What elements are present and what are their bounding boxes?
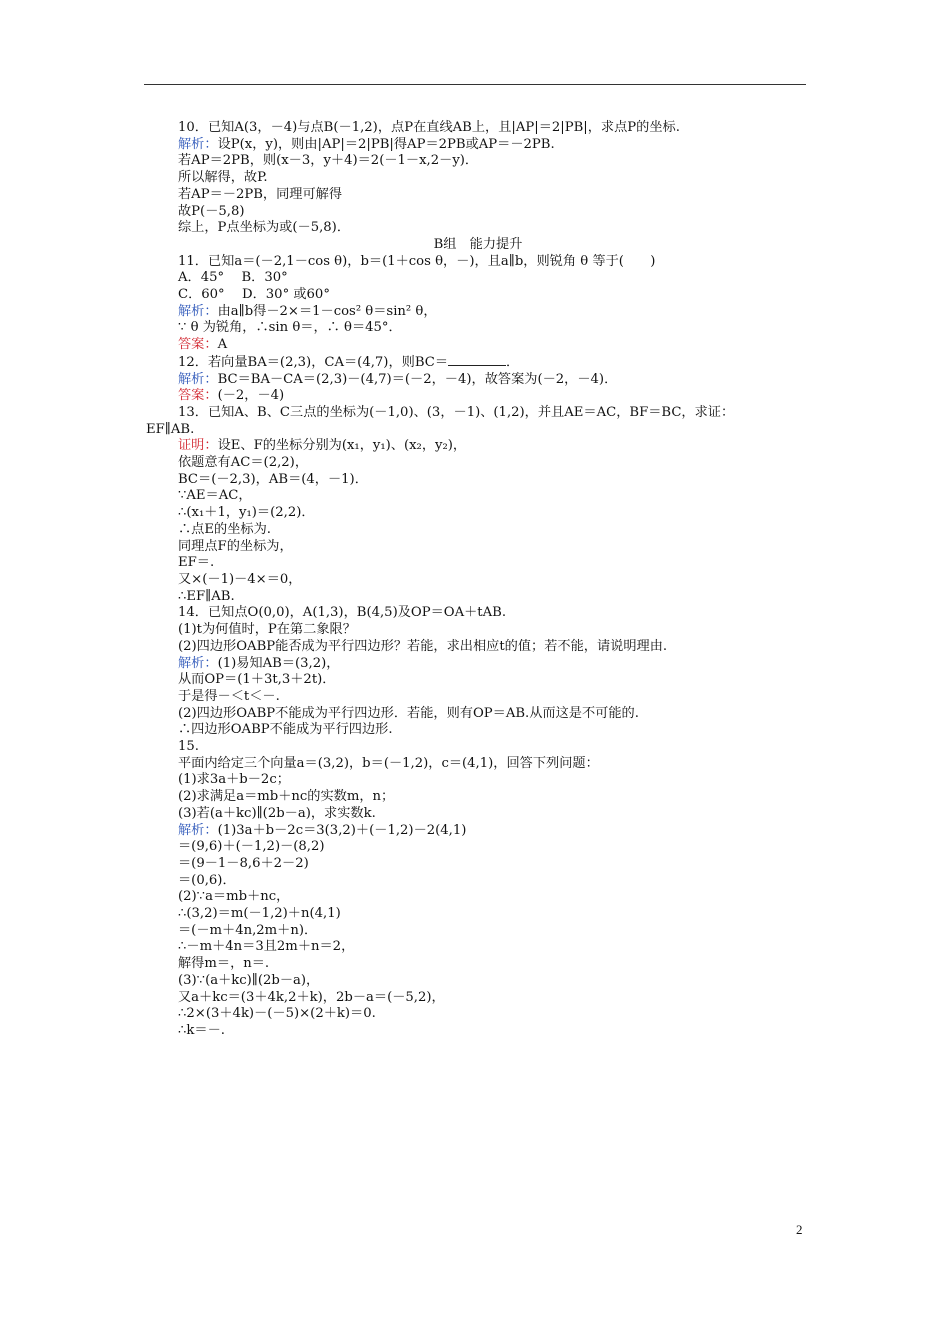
line-text: 综上，P点坐标为或(－5,8)． bbox=[178, 220, 351, 236]
line-text: ∵AE＝AC， bbox=[178, 488, 252, 504]
line-text: BC＝(－2,3)，AB＝(4，－1)． bbox=[178, 471, 368, 487]
line-text: ∴EF∥AB. bbox=[178, 588, 235, 604]
text-line bbox=[146, 304, 810, 321]
line-text: 13．已知A、B、C三点的坐标为(－1,0)、(3，－1)、(1,2)，并且AE＝AC，BF＝BC，求证： bbox=[178, 404, 735, 420]
answer-label: 答案： bbox=[178, 337, 218, 353]
text-line bbox=[146, 137, 810, 154]
text-line bbox=[146, 204, 810, 221]
line-text: ∵ θ 为锐角，∴sin θ＝，∴ θ＝45°． bbox=[178, 320, 402, 336]
text-line bbox=[146, 388, 810, 405]
line-text: 平面内给定三个向量a＝(3,2)，b＝(－1,2)，c＝(4,1)，回答下列问题： bbox=[178, 755, 599, 771]
line-text: ∴(x₁＋1，y₁)＝(2,2)． bbox=[178, 505, 315, 521]
line-text: B组 能力提升 bbox=[433, 236, 523, 252]
line-text: (1)t为何值时，P在第二象限？ bbox=[178, 622, 356, 638]
analysis-label: 解析： bbox=[178, 371, 218, 387]
line-text: (2)四边形OABP能否成为平行四边形？若能，求出相应t的值；若不能，请说明理由. bbox=[178, 638, 668, 654]
text-line bbox=[146, 270, 810, 287]
fill-in-blank bbox=[448, 354, 506, 366]
line-text: (2)四边形OABP不能成为平行四边形．若能，则有OP＝AB.从而这是不可能的. bbox=[178, 705, 639, 721]
line-text: 15. bbox=[178, 739, 199, 755]
text-line bbox=[146, 455, 810, 472]
text-line bbox=[146, 153, 810, 170]
line-text: ∴点E的坐标为. bbox=[178, 521, 271, 537]
line-text: ∴2×(3＋4k)－(－5)×(2＋k)＝0. bbox=[178, 1006, 376, 1022]
analysis-label: 解析： bbox=[178, 655, 218, 671]
text-line bbox=[146, 422, 810, 439]
line-text: 若AP＝2PB，则(x－3，y＋4)＝2(－1－x,2－y)． bbox=[178, 153, 479, 169]
text-line bbox=[146, 1023, 810, 1040]
text-line bbox=[146, 973, 810, 990]
text-line bbox=[146, 1006, 810, 1023]
text-line bbox=[146, 505, 810, 522]
text-line bbox=[146, 889, 810, 906]
header-rule bbox=[144, 84, 806, 85]
line-text: 由a∥b得－2×＝1－cos² θ＝sin² θ， bbox=[217, 303, 437, 319]
line-text: 若AP＝－2PB，同理可解得 bbox=[178, 186, 343, 202]
line-text: 依题意有AC＝(2,2)， bbox=[178, 455, 309, 471]
line-text: C．60° D．30° 或60° bbox=[178, 287, 330, 303]
text-line bbox=[146, 722, 810, 739]
analysis-label: 解析： bbox=[178, 303, 218, 319]
line-text: 又a＋kc＝(3＋4k,2＋k)，2b－a＝(－5,2)， bbox=[178, 989, 445, 1005]
text-line bbox=[146, 589, 810, 606]
line-text: EF＝. bbox=[178, 555, 215, 571]
line-text-after: ． bbox=[506, 354, 520, 370]
text-line bbox=[146, 220, 810, 237]
line-text: ∴－m＋4n＝3且2m＋n＝2， bbox=[178, 939, 355, 955]
text-line bbox=[146, 806, 810, 823]
text-line bbox=[146, 237, 810, 254]
text-line bbox=[146, 572, 810, 589]
text-line bbox=[146, 656, 810, 673]
text-line bbox=[146, 639, 810, 656]
answer-label: 证明： bbox=[178, 438, 218, 454]
line-text: ∴(3,2)＝m(－1,2)＋n(4,1) bbox=[178, 906, 341, 922]
line-text: 故P(－5,8) bbox=[178, 203, 245, 219]
text-line bbox=[146, 939, 810, 956]
text-line bbox=[146, 405, 810, 422]
line-text: 设E、F的坐标分别为(x₁，y₁)、(x₂，y₂)， bbox=[217, 438, 467, 454]
text-line bbox=[146, 555, 810, 572]
line-text: ＝(0,6)． bbox=[178, 872, 236, 888]
line-text: ∴k＝－. bbox=[178, 1022, 225, 1038]
line-text: A．45° B．30° bbox=[178, 270, 288, 286]
line-text: ＝(－m＋4n,2m＋n)． bbox=[178, 922, 318, 938]
line-text: 又×(－1)－4×＝0， bbox=[178, 571, 302, 587]
line-text: 所以解得，故P. bbox=[178, 170, 268, 186]
text-line bbox=[146, 956, 810, 973]
text-line bbox=[146, 254, 810, 271]
line-text: 解得m＝，n＝. bbox=[178, 956, 270, 972]
text-line bbox=[146, 689, 810, 706]
text-line bbox=[146, 287, 810, 304]
line-text: (1)3a＋b－2c＝3(3,2)＋(－1,2)－2(4,1) bbox=[217, 822, 467, 838]
text-line bbox=[146, 187, 810, 204]
line-text: (1)求3a＋b－2c； bbox=[178, 772, 290, 788]
text-line bbox=[146, 522, 810, 539]
line-text: (1)易知AB＝(3,2)， bbox=[217, 655, 340, 671]
analysis-label: 解析： bbox=[178, 136, 218, 152]
line-text: (3)若(a＋kc)∥(2b－a)，求实数k. bbox=[178, 805, 376, 821]
text-line bbox=[146, 739, 810, 756]
line-text: 同理点F的坐标为， bbox=[178, 538, 293, 554]
line-text: BC＝BA－CA＝(2,3)－(4,7)＝(－2，－4)，故答案为(－2，－4)． bbox=[217, 371, 618, 387]
text-line bbox=[146, 706, 810, 723]
text-line bbox=[146, 539, 810, 556]
text-line bbox=[146, 923, 810, 940]
line-text: 14．已知点O(0,0)，A(1,3)，B(4,5)及OP＝OA＋tAB. bbox=[178, 605, 507, 621]
line-text: 10．已知A(3，－4)与点B(－1,2)，点P在直线AB上，且|AP|＝2|PB|，求点P的坐标. bbox=[178, 120, 680, 135]
line-text: (2)∵a＝mb＋nc， bbox=[178, 889, 290, 905]
line-text: 于是得－＜t＜－. bbox=[178, 688, 280, 704]
text-line bbox=[146, 605, 810, 622]
text-line bbox=[146, 337, 810, 354]
text-line bbox=[146, 320, 810, 337]
line-text: 设P(x，y)，则由|AP|＝2|PB|得AP＝2PB或AP＝－2PB. bbox=[217, 136, 555, 152]
text-line bbox=[146, 372, 810, 389]
line-text: (－2，－4) bbox=[217, 388, 285, 404]
text-line bbox=[146, 873, 810, 890]
text-line bbox=[146, 438, 810, 455]
document-body bbox=[146, 120, 810, 1040]
text-line bbox=[146, 354, 810, 372]
line-text: ＝(9,6)＋(－1,2)－(8,2) bbox=[178, 839, 325, 855]
text-line bbox=[146, 839, 810, 856]
line-text: ＝(9－1－8,6＋2－2) bbox=[178, 855, 309, 871]
line-text: ∴四边形OABP不能成为平行四边形. bbox=[178, 722, 393, 738]
text-line bbox=[146, 488, 810, 505]
text-line bbox=[146, 756, 810, 773]
line-text: (2)求满足a＝mb＋nc的实数m，n； bbox=[178, 789, 395, 805]
line-text: (3)∵(a＋kc)∥(2b－a)， bbox=[178, 972, 320, 988]
text-line bbox=[146, 856, 810, 873]
line-text: 12．若向量BA＝(2,3)，CA＝(4,7)，则BC＝ bbox=[178, 354, 449, 370]
text-line bbox=[146, 170, 810, 187]
text-line bbox=[146, 789, 810, 806]
page-number: 2 bbox=[796, 1222, 803, 1237]
text-line bbox=[146, 672, 810, 689]
line-text: 11．已知a＝(－2,1－cos θ)，b＝(1＋cos θ，－)，且a∥b，则锐角 θ 等于( ) bbox=[178, 253, 656, 269]
text-line bbox=[146, 120, 810, 137]
line-text: 从而OP＝(1＋3t,3＋2t)． bbox=[178, 672, 336, 688]
line-text: EF∥AB. bbox=[146, 421, 195, 437]
text-line bbox=[146, 772, 810, 789]
answer-label: 答案： bbox=[178, 388, 218, 404]
text-line bbox=[146, 990, 810, 1007]
text-line bbox=[146, 906, 810, 923]
text-line bbox=[146, 622, 810, 639]
line-text: A bbox=[217, 337, 228, 353]
analysis-label: 解析： bbox=[178, 822, 218, 838]
text-line bbox=[146, 823, 810, 840]
text-line bbox=[146, 472, 810, 489]
